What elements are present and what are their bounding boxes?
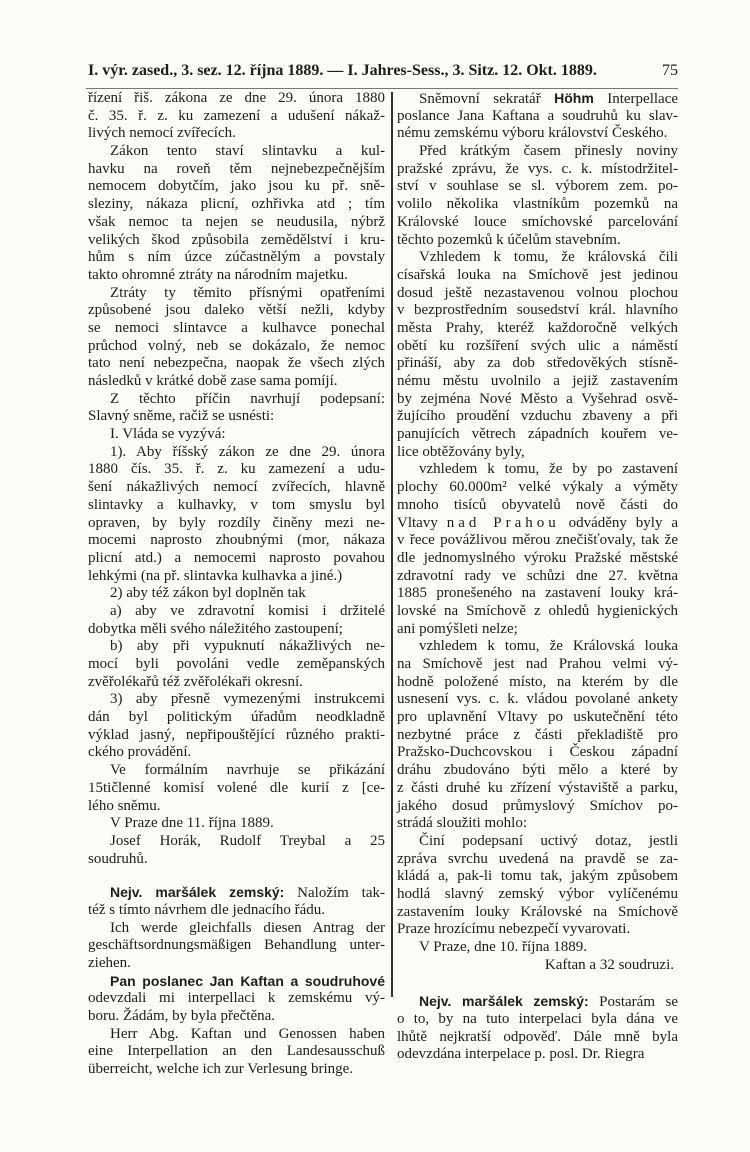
paragraph <box>88 444 385 586</box>
text-line: V Praze, dne 10. října 1889. <box>419 939 588 955</box>
text-line: šení nákažlivých nemocí zvířecích, hlavně <box>88 479 385 496</box>
text-line: dráhu zbudováno býti mělo a které by <box>397 762 678 779</box>
right-column <box>397 90 678 1064</box>
text-line: na Smíchově jest nad Prahou velmi vý- <box>397 656 678 672</box>
text-line: císařská louka na Smíchově jest jedinou <box>397 266 678 283</box>
paragraph <box>88 691 385 762</box>
text-line: dán byl politickým úřadům neodkladně <box>88 709 385 726</box>
text-line: ani pomýšleti nelze; <box>397 620 518 637</box>
text-line: výklad jasný, nepřipouštějící různého prakti- <box>88 726 385 743</box>
paragraph <box>397 957 678 975</box>
text-segment: Vltavy <box>397 514 447 531</box>
paragraph <box>88 90 385 143</box>
header-title: I. výr. zased., 3. sez. 12. října 1889. — I. Jahres-Sess., 3. Sitz. 12. Okt. 1889. <box>88 62 597 79</box>
text-line: též s tímto návrhem dle jednacího řádu. <box>88 901 326 918</box>
text-line: mocemi naprosto zhoubnými (mor, nákaza <box>88 532 385 549</box>
paragraph <box>88 426 385 444</box>
text-line: o to, by na tuto interpelaci byla dána ve <box>397 1011 678 1028</box>
text-line: slintavky a kulhavky, v tom smyslu byl <box>88 496 385 513</box>
paragraph <box>88 638 385 691</box>
text-line: by zejména Nové Město a Vyšehrad osvě- <box>397 390 678 407</box>
text-line: ství v souhlase se sl. výborem zem. po- <box>397 178 678 195</box>
text-line: lice obtěžovány byly, <box>397 443 525 460</box>
paragraph <box>397 143 678 249</box>
text-line: pražské zprávu, že vys. c. k. místodržitel- <box>397 160 678 177</box>
text-line: dobytka měli svého náležitého zastoupení; <box>88 620 343 637</box>
paragraph <box>88 815 385 833</box>
paragraph <box>88 143 385 285</box>
paragraph <box>397 90 678 143</box>
text-line: Královské louce smíchovské parcelování <box>397 213 678 230</box>
text-line: poslance Jana Kaftana a soudruhů ku slav- <box>397 107 678 124</box>
text-line: lovské na Smíchově z ohledů hygienických <box>397 602 678 619</box>
text-line: Pražsko-Duchcovskou i Českou západní <box>397 744 678 761</box>
text-line: Praze hrozícímu nebezpečí vyvarovati. <box>397 921 631 938</box>
text-line: zpráva svrchu uvedená na pravdě se za- <box>397 850 678 867</box>
text-line: b) aby při vypuknutí nákažlivých ne- <box>110 638 385 655</box>
text-line: řízení řiš. zákona ze dne 29. února 1880 <box>88 90 385 106</box>
paragraph <box>88 391 385 426</box>
text-line: usnesení vys. c. k. vládou povolané ankety <box>397 691 678 708</box>
text-line: V Praze dne 11. října 1889. <box>110 815 274 832</box>
text-line: nému zemskému výboru království Českého. <box>397 125 668 142</box>
text-line: eine Interpellation an den Landesausschuß <box>88 1043 385 1060</box>
text-line: Josef Horák, Rudolf Treybal a 25 <box>110 832 385 849</box>
paragraph <box>397 638 678 833</box>
bold-text: Pan poslanec Jan Kaftan a soudruhové <box>110 972 385 989</box>
text-line: zdravotní rady ve schůzi dne 27. května <box>397 567 678 584</box>
text-line: dosud ještě nezastavenou volnou plochou <box>397 284 678 301</box>
text-line: lehkými (na př. slintavka kulhavka a jiné.) <box>88 567 343 584</box>
paragraph <box>88 833 385 868</box>
text-line: odevzdána interpelace p. posl. Dr. Riegra <box>397 1046 645 1063</box>
text-line: 2) aby též zákon byl doplněn tak <box>110 585 306 602</box>
bold-text: Nejv. maršálek zemský: <box>110 884 285 901</box>
text-line: havku na roveň těm nejnebezpečnějším <box>88 160 385 177</box>
text-line: lého sněmu. <box>88 797 161 814</box>
text-line: sleziny, nákaza plicní, ozhřivka atd ; tím <box>88 196 385 213</box>
text-line: žujícího proudění vzduchu zbaveny a při <box>397 408 678 425</box>
text-line: zastavením louky Královské na Smíchově <box>397 903 678 920</box>
text-line: vzhledem k tomu, že Královská louka <box>419 638 678 655</box>
paragraph <box>397 461 678 638</box>
text-line: opraven, by byly rozdíly činěny mezi ne- <box>88 514 385 531</box>
bold-text: Nejv. maršálek zemský: <box>419 993 589 1010</box>
text-line: livých nemocí zvířecích. <box>88 125 236 142</box>
text-line: následků v krátké době zase sama pomíjí. <box>88 373 338 389</box>
text-line: lhůtě nejkratší odpověď. Dále mně byla <box>397 1028 678 1045</box>
text-line: geschäftsordnungsmäßigen Behandlung unter- <box>88 937 385 954</box>
text-line: panujících větrech západních kouřem ve- <box>397 426 678 443</box>
text-line: velikých škod způsobila zemědělství i kru- <box>88 231 385 248</box>
text-segment: nad Prahou <box>446 514 560 531</box>
text-line: kládá a, pak-li tomu tak, jakým způsobem <box>397 868 678 885</box>
text-line: 1885 pronešeného na zastavení louky krá- <box>397 585 678 602</box>
text-line: hodně položené místo, na kterém by dle <box>397 673 678 690</box>
text-line <box>88 973 385 991</box>
text-line: se nemoci slintavce a kulhavce ponechal <box>88 319 385 336</box>
text-line: zvěřolékařů též zvěřolékaři okresní. <box>88 673 303 690</box>
text-line: Herr Abg. Kaftan und Genossen haben <box>110 1025 385 1042</box>
text-line: jakého dosud průmyslový Smíchov po- <box>397 797 678 814</box>
text-line: ckého provádění. <box>88 744 192 761</box>
text-line: obětí ku rozšíření svých ulic a náměstí <box>397 337 678 354</box>
text-line: v bezprostředním sousedství král. hlavního <box>397 302 678 319</box>
page-number: 75 <box>662 62 678 79</box>
text-line: odevzdali mi interpellaci k zemskému vý- <box>88 990 385 1007</box>
paragraph <box>88 973 385 1026</box>
paragraph <box>88 884 385 919</box>
paragraph <box>397 993 678 1064</box>
paragraph <box>88 762 385 815</box>
text-line: a) aby ve zdravotní komisi i držitelé <box>110 602 385 619</box>
text-line: přináší, aby za dob středověkých stísně- <box>397 355 678 372</box>
text-line: nemocem dobytčím, jako jsou ku př. sně- <box>88 178 385 195</box>
text-line: těchto pozemků k účelům stavebním. <box>397 231 621 248</box>
text-line: z části druhé ku zřízení výstaviště a parku, <box>397 779 678 796</box>
text-line: č. 35. ř. z. ku zamezení a udušení nákaž- <box>88 107 385 124</box>
bold-text: Höhm <box>554 90 594 106</box>
text-line: mnoho tisíců obyvatelů nově části do <box>397 496 678 513</box>
paragraph <box>397 249 678 461</box>
text-line: vzhledem k tomu, že by po zastavení <box>419 461 678 478</box>
text-line: Slavný sněme, račiž se usnésti: <box>88 408 275 425</box>
text-segment: Interpellace <box>593 91 679 107</box>
left-column <box>88 90 385 1079</box>
paragraph <box>88 285 385 391</box>
text-line: I. Vláda se vyzývá: <box>110 426 226 443</box>
paragraph <box>88 603 385 638</box>
text-line: Z těchto příčin navrhují podepsaní: <box>110 390 385 407</box>
text-line: boru. Žádám, by byla přečtěna. <box>88 1008 276 1025</box>
text-line: Zákon tento staví slintavku a kul- <box>110 143 385 160</box>
header-rule <box>86 88 678 89</box>
text-line <box>397 993 678 1011</box>
text-segment: Sněmovní sekratář <box>419 91 555 107</box>
column-divider <box>391 92 393 997</box>
paragraph <box>88 920 385 973</box>
text-line: dle jednomyslného výroku Pražské městské <box>397 549 678 566</box>
text-line: pro uplavnění Vltavy po uskutečnění této <box>397 709 678 726</box>
text-line: Ich werde gleichfalls diesen Antrag der <box>110 919 385 936</box>
text-line: způsobené jsou daleko větší nežli, kdyby <box>88 302 385 319</box>
paragraph <box>88 585 385 603</box>
text-line: 15tičlenné komisí volené dle kurií z [ce- <box>88 779 385 796</box>
text-line: strádá sloužiti mohlo: <box>397 815 527 832</box>
text-line: Ve formálním navrhuje se přikázání <box>110 762 385 779</box>
text-line: Před krátkým časem přinesly noviny <box>419 143 678 160</box>
text-line: v řece povážlivou měrou znečišťovaly, tak že <box>397 532 678 549</box>
text-line <box>397 90 678 108</box>
text-line: plochy 60.000m² velké výkaly a výměty <box>397 479 678 496</box>
running-header <box>88 62 678 80</box>
text-line: 1880 čís. 35. ř. z. ku zamezení a udu- <box>88 461 385 478</box>
text-segment: Naložím tak- <box>284 885 385 902</box>
text-line: Vzhledem k tomu, že královská čili <box>419 249 678 266</box>
text-line: tato není nebezpečna, naopak že všech zlých <box>88 355 385 372</box>
text-line: volilo několika vlastníkům pozemků na <box>397 196 678 213</box>
text-line: hodlá slavný zemský výbor vylíčenému <box>397 885 678 902</box>
text-line: takto ohromné ztráty na národním majetku. <box>88 266 348 283</box>
text-line: mocí byli povoláni vedle zeměpanských <box>88 656 385 672</box>
text-line: plicní atd.) a nemocemi naprosto povahou <box>88 549 385 566</box>
text-line: Kaftan a 32 soudruzi. <box>544 956 674 973</box>
text-line <box>397 515 678 533</box>
text-line: však nemoc ta nejen se neudusila, nýbrž <box>88 213 385 230</box>
text-line <box>88 884 385 902</box>
text-line: soudruhů. <box>88 850 148 867</box>
text-segment: Postarám se <box>588 994 678 1011</box>
text-line: města Prahy, kteréž každoročně velkých <box>397 319 678 336</box>
text-line: Ztráty ty těmito přísnými opatřeními <box>110 284 385 301</box>
paragraph <box>397 833 678 939</box>
text-line: nému městu uvolnilo a jejiž zastavením <box>397 373 678 389</box>
text-line: nezbytné práce z části překladiště pro <box>397 726 678 743</box>
text-line: überreicht, welche ich zur Verlesung bringe. <box>88 1061 354 1078</box>
text-line: ziehen. <box>88 955 131 971</box>
text-line: průchod volný, neb se dokázalo, že nemoc <box>88 337 385 354</box>
paragraph <box>88 1026 385 1079</box>
text-line: hům s ním úzce zúčastnělým a povstaly <box>88 249 385 266</box>
text-line: Činí podepsaní uctivý dotaz, jestli <box>419 832 678 849</box>
text-line: 3) aby přesně vymezenými instrukcemi <box>110 691 385 708</box>
text-segment: odváděny byly a <box>559 514 678 531</box>
text-line: 1). Aby říšský zákon ze dne 29. února <box>110 443 385 460</box>
paragraph <box>397 939 678 957</box>
